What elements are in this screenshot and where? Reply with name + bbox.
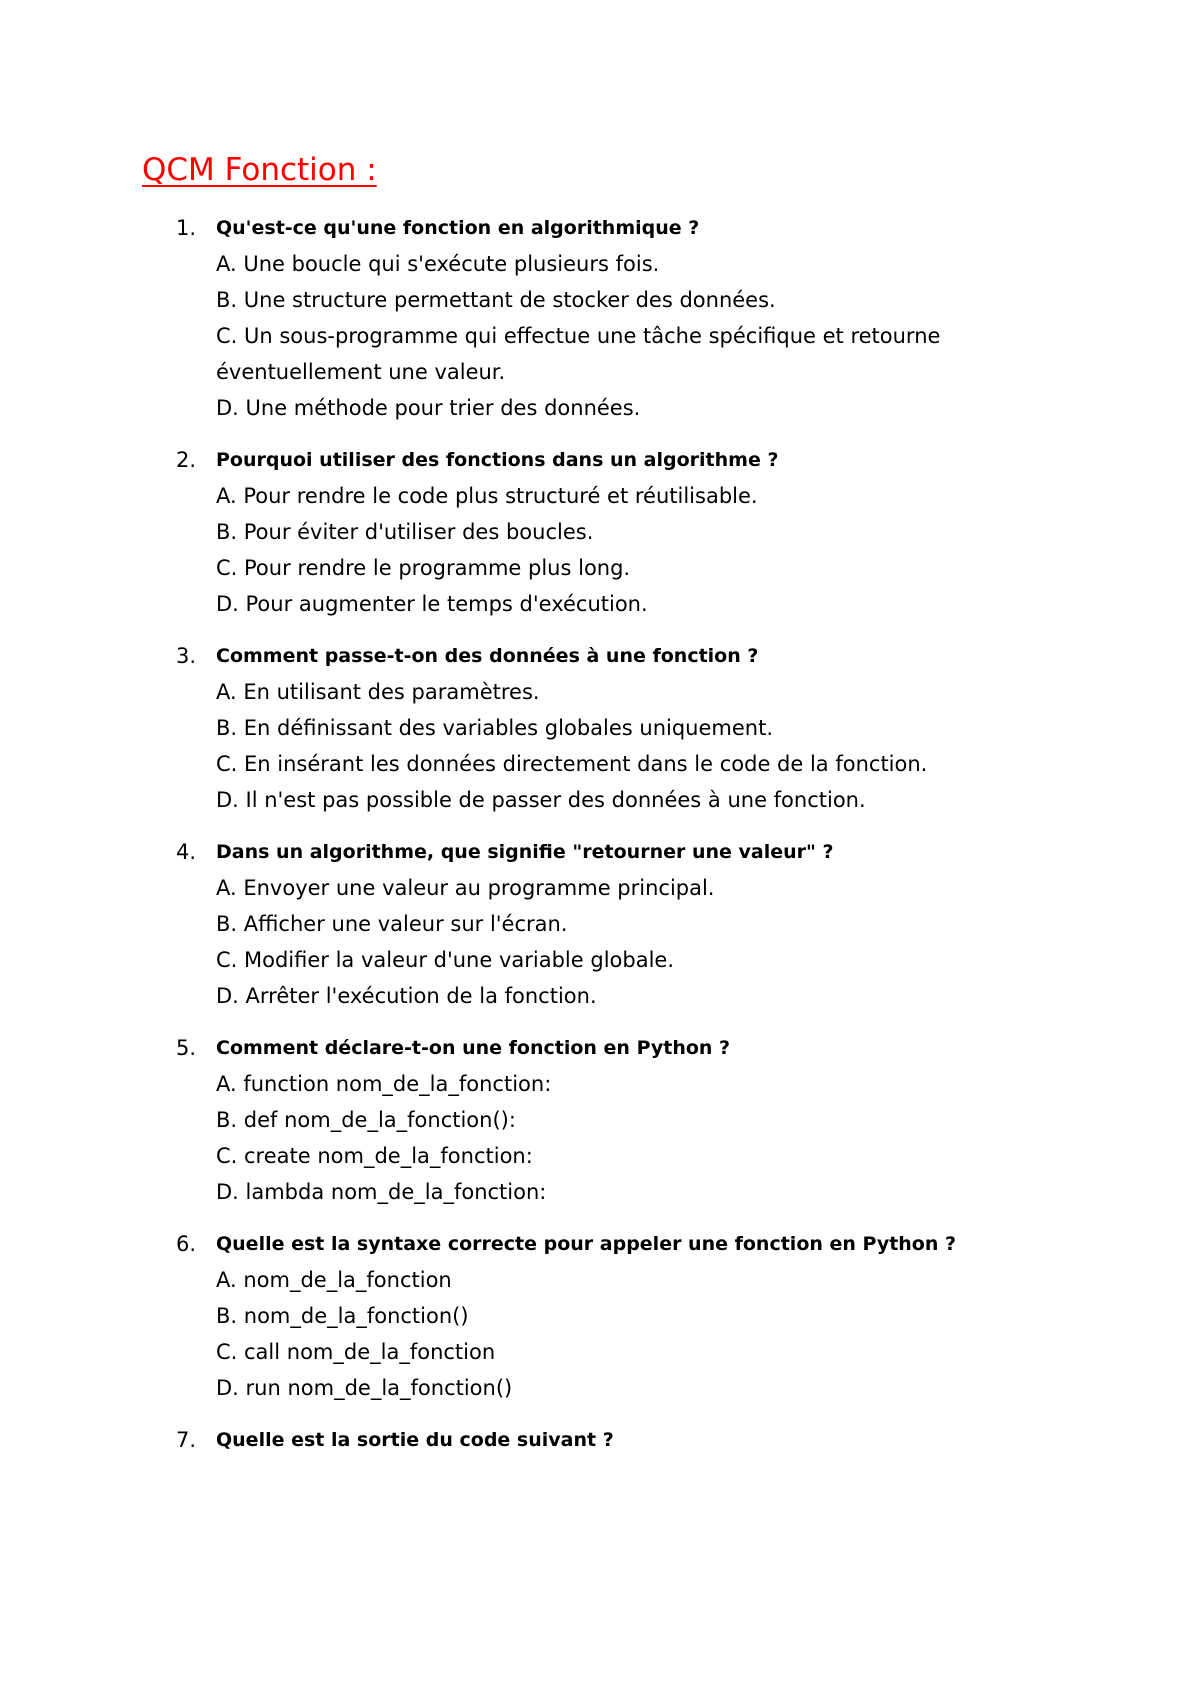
- answer-option: D. run nom_de_la_fonction(): [216, 1376, 513, 1400]
- answer-option: A. Envoyer une valeur au programme principal.: [216, 876, 715, 900]
- answer-option: D. lambda nom_de_la_fonction:: [216, 1180, 547, 1204]
- answer-option: B. Pour éviter d'utiliser des boucles.: [216, 520, 594, 544]
- answer-option: B. nom_de_la_fonction(): [216, 1304, 469, 1328]
- question-item: [0, 834, 1200, 1014]
- question-number: 7.: [176, 1428, 197, 1452]
- answer-option: A. nom_de_la_fonction: [216, 1268, 452, 1292]
- document-title: QCM Fonction :: [142, 152, 377, 188]
- answer-option: C. create nom_de_la_fonction:: [216, 1144, 533, 1168]
- answer-option: D. Pour augmenter le temps d'exécution.: [216, 592, 648, 616]
- answer-option: D. Une méthode pour trier des données.: [216, 396, 641, 420]
- question-text: Comment déclare-t-on une fonction en Python ?: [216, 1037, 731, 1059]
- question-number: 3.: [176, 644, 197, 668]
- option-list: [216, 674, 1036, 818]
- answer-option: B. def nom_de_la_fonction():: [216, 1108, 516, 1132]
- question-item: [0, 1226, 1200, 1406]
- option-list: [216, 246, 1036, 426]
- question-list: [0, 210, 1200, 1474]
- answer-option: C. Modifier la valeur d'une variable globale.: [216, 948, 675, 972]
- question-text: Qu'est-ce qu'une fonction en algorithmique ?: [216, 217, 700, 239]
- option-list: [216, 1066, 1036, 1210]
- question-text: Comment passe-t-on des données à une fonction ?: [216, 645, 759, 667]
- question-text: Dans un algorithme, que signifie "retourner une valeur" ?: [216, 841, 834, 863]
- answer-option: C. Pour rendre le programme plus long.: [216, 556, 631, 580]
- answer-option: D. Il n'est pas possible de passer des données à une fonction.: [216, 788, 866, 812]
- question-number: 6.: [176, 1232, 197, 1256]
- answer-option: C. En insérant les données directement dans le code de la fonction.: [216, 752, 928, 776]
- option-list: [216, 1262, 1036, 1406]
- answer-option: D. Arrêter l'exécution de la fonction.: [216, 984, 597, 1008]
- question-number: 5.: [176, 1036, 197, 1060]
- option-list: [216, 870, 1036, 1014]
- answer-option: A. Pour rendre le code plus structuré et réutilisable.: [216, 484, 758, 508]
- option-list: [216, 478, 1036, 622]
- question-number: 2.: [176, 448, 197, 472]
- question-item: [0, 638, 1200, 818]
- question-number: 4.: [176, 840, 197, 864]
- question-item: [0, 1422, 1200, 1458]
- answer-option: A. En utilisant des paramètres.: [216, 680, 540, 704]
- question-text: Pourquoi utiliser des fonctions dans un algorithme ?: [216, 449, 779, 471]
- answer-option: B. En définissant des variables globales uniquement.: [216, 716, 773, 740]
- question-item: [0, 210, 1200, 426]
- answer-option: C. call nom_de_la_fonction: [216, 1340, 496, 1364]
- answer-option: A. Une boucle qui s'exécute plusieurs fois.: [216, 252, 660, 276]
- answer-option: B. Afficher une valeur sur l'écran.: [216, 912, 568, 936]
- question-number: 1.: [176, 216, 197, 240]
- question-item: [0, 1030, 1200, 1210]
- answer-option: C. Un sous-programme qui effectue une tâche spécifique et retourne éventuellement une valeur.: [216, 324, 941, 384]
- question-text: Quelle est la syntaxe correcte pour appeler une fonction en Python ?: [216, 1233, 957, 1255]
- question-item: [0, 442, 1200, 622]
- question-text: Quelle est la sortie du code suivant ?: [216, 1429, 614, 1451]
- answer-option: B. Une structure permettant de stocker des données.: [216, 288, 776, 312]
- answer-option: A. function nom_de_la_fonction:: [216, 1072, 552, 1096]
